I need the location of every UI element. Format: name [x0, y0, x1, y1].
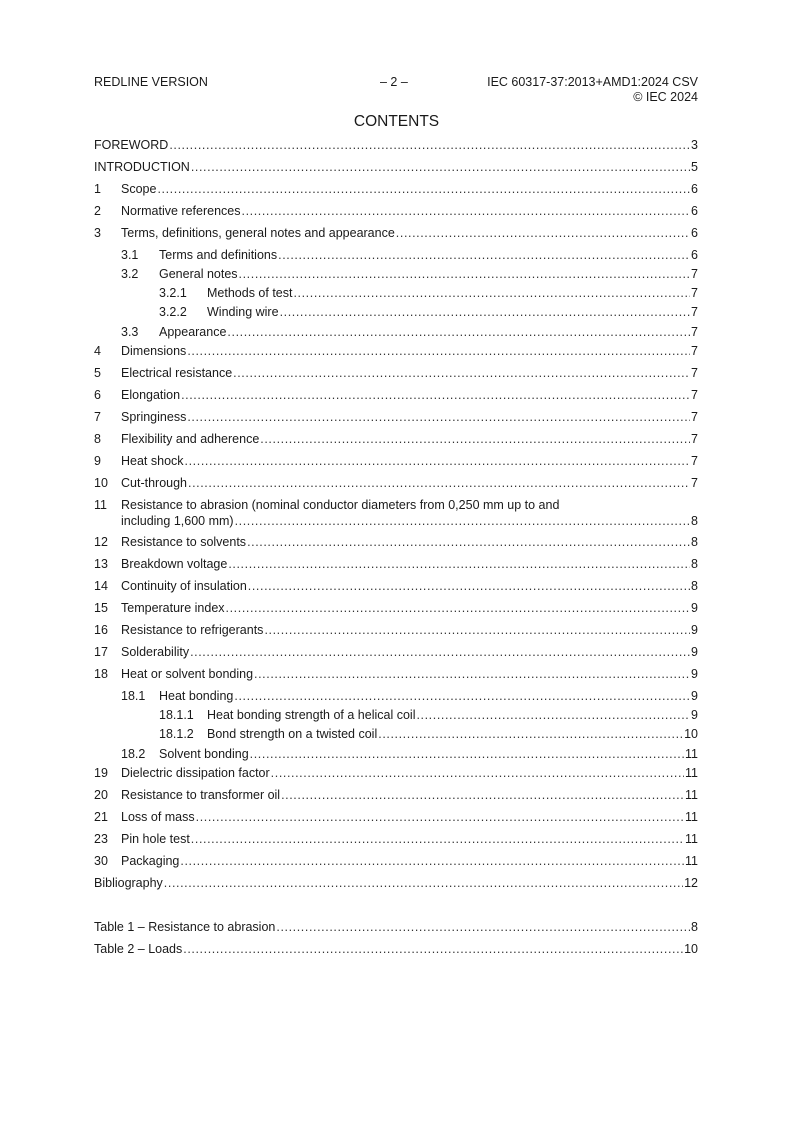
dot-leader	[233, 365, 690, 381]
toc-entry-number: 30	[94, 854, 108, 868]
toc-entry[interactable]	[94, 787, 698, 803]
toc-entry-title: Winding wire	[207, 305, 279, 319]
toc-entry-page: 9	[691, 645, 698, 659]
dot-leader	[239, 266, 691, 282]
toc-entry-number: 3.2.1	[159, 286, 187, 300]
toc-entry-title: Loss of mass	[121, 810, 195, 824]
toc-entry-title: Bibliography	[94, 876, 163, 890]
dot-leader	[187, 343, 690, 359]
toc-entry-number: 8	[94, 432, 101, 446]
toc-entry[interactable]	[94, 556, 698, 572]
toc-entry[interactable]	[94, 875, 698, 891]
toc-entry[interactable]	[94, 247, 698, 263]
toc-entry-page: 7	[691, 305, 698, 319]
dot-leader	[169, 137, 690, 153]
toc-entry-title: Heat bonding	[159, 689, 234, 703]
toc-entry[interactable]	[94, 919, 698, 935]
toc-entry[interactable]	[94, 644, 698, 660]
dot-leader	[188, 475, 690, 491]
toc-entry-number: 1	[94, 182, 101, 196]
toc-entry-page: 7	[691, 476, 698, 490]
dot-leader	[250, 746, 684, 762]
toc-entry-title: Normative references	[121, 204, 241, 218]
dot-leader	[226, 600, 691, 616]
dot-leader	[227, 324, 690, 340]
toc-entry-page: 7	[691, 267, 698, 281]
toc-entry-number: 15	[94, 601, 108, 615]
dot-leader	[190, 644, 690, 660]
toc-entry-page: 3	[691, 138, 698, 152]
toc-entry-number: 6	[94, 388, 101, 402]
toc-entry-number: 11	[94, 498, 107, 512]
toc-entry-page: 11	[685, 832, 698, 846]
toc-entry-page: 8	[691, 514, 698, 528]
toc-entry-number: 19	[94, 766, 108, 780]
toc-entry-title: INTRODUCTION	[94, 160, 190, 174]
dot-leader	[271, 765, 684, 781]
toc-entry-title: Bond strength on a twisted coil	[207, 727, 378, 741]
dot-leader	[247, 534, 690, 550]
dot-leader	[396, 225, 690, 241]
toc-entry[interactable]	[94, 387, 698, 403]
toc-entry-title: Methods of test	[207, 286, 293, 300]
toc-entry[interactable]	[94, 600, 698, 616]
dot-leader	[293, 285, 690, 301]
toc-entry[interactable]	[94, 181, 698, 197]
dot-leader	[278, 247, 690, 263]
toc-entry[interactable]	[94, 666, 698, 682]
toc-entry-page: 6	[691, 226, 698, 240]
toc-entry-page: 11	[685, 810, 698, 824]
toc-entry-number: 16	[94, 623, 108, 637]
toc-entry[interactable]	[94, 324, 698, 340]
toc-entry-title: Resistance to solvents	[121, 535, 247, 549]
dot-leader	[180, 853, 684, 869]
toc-entry-title: Table 1 – Resistance to abrasion	[94, 920, 276, 934]
toc-entry-page: 6	[691, 182, 698, 196]
dot-leader	[187, 409, 690, 425]
toc-entry-title: Terms, definitions, general notes and appearance	[121, 226, 395, 240]
toc-entry-page: 11	[685, 766, 698, 780]
toc-entry-number: 12	[94, 535, 108, 549]
toc-entry-title: Appearance	[159, 325, 227, 339]
toc-entry-page: 11	[685, 854, 698, 868]
toc-entry[interactable]	[94, 853, 698, 869]
dot-leader	[242, 203, 691, 219]
dot-leader	[235, 513, 690, 529]
toc-entry-number: 17	[94, 645, 108, 659]
toc-entry-page: 8	[691, 557, 698, 571]
toc-entry[interactable]	[94, 304, 698, 320]
toc-entry-page: 7	[691, 366, 698, 380]
toc-entry-title: Resistance to abrasion (nominal conductor diameters from 0,250 mm up to and	[121, 498, 560, 512]
toc-entry-number: 14	[94, 579, 108, 593]
toc-entry[interactable]	[94, 746, 698, 762]
toc-entry-page: 9	[691, 667, 698, 681]
toc-entry-number: 2	[94, 204, 101, 218]
toc-entry[interactable]	[94, 765, 698, 781]
page-title: CONTENTS	[353, 113, 440, 130]
toc-entry-number: 18.1.2	[159, 727, 194, 741]
toc-entry-page: 10	[684, 942, 698, 956]
dot-leader	[280, 304, 690, 320]
toc-entry-page: 7	[691, 388, 698, 402]
toc-entry-title: Terms and definitions	[159, 248, 278, 262]
dot-leader	[228, 556, 690, 572]
dot-leader	[183, 941, 683, 957]
toc-entry-title: Dielectric dissipation factor	[121, 766, 270, 780]
toc-entry[interactable]	[94, 831, 698, 847]
toc-entry-title: Heat shock	[121, 454, 184, 468]
toc-entry-title: Resistance to transformer oil	[121, 788, 281, 802]
toc-entry[interactable]	[94, 809, 698, 825]
header-page-number: – 2 –	[380, 75, 408, 89]
toc-entry-page: 11	[685, 747, 698, 761]
toc-entry-title: Temperature index	[121, 601, 225, 615]
toc-entry-page: 7	[691, 286, 698, 300]
toc-entry-number: 18.2	[121, 747, 146, 761]
toc-entry[interactable]	[94, 431, 698, 447]
toc-entry-page: 7	[691, 410, 698, 424]
toc-entry-number: 5	[94, 366, 101, 380]
toc-entry[interactable]	[94, 365, 698, 381]
toc-entry-title: Flexibility and adherence	[121, 432, 260, 446]
toc-entry-title: Resistance to refrigerants	[121, 623, 264, 637]
dot-leader	[260, 431, 690, 447]
toc-entry-page: 7	[691, 432, 698, 446]
toc-entry-number: 3.2	[121, 267, 139, 281]
toc-entry-page: 6	[691, 248, 698, 262]
toc-entry-number: 9	[94, 454, 101, 468]
toc-entry[interactable]	[94, 137, 698, 153]
toc-entry-page: 9	[691, 708, 698, 722]
toc-entry[interactable]	[94, 578, 698, 594]
toc-entry-page: 11	[685, 788, 698, 802]
toc-entry[interactable]	[94, 285, 698, 301]
toc-entry-number: 4	[94, 344, 101, 358]
toc-entry-page: 12	[684, 876, 698, 890]
header-standard-id	[487, 75, 698, 105]
toc-entry[interactable]	[94, 203, 698, 219]
toc-entry[interactable]	[94, 534, 698, 550]
toc-entry-page: 10	[684, 727, 698, 741]
toc-entry-page: 8	[691, 920, 698, 934]
toc-entry-title: General notes	[159, 267, 238, 281]
toc-entry-title-continuation: including 1,600 mm)	[121, 514, 234, 528]
dot-leader	[281, 787, 684, 803]
dot-leader	[191, 831, 684, 847]
toc-entry[interactable]	[94, 475, 698, 491]
toc-entry[interactable]	[94, 409, 698, 425]
dot-leader	[416, 707, 690, 723]
toc-entry-page: 7	[691, 344, 698, 358]
toc-entry-title: Dimensions	[121, 344, 187, 358]
toc-entry-title: Cut-through	[121, 476, 188, 490]
toc-entry-page: 5	[691, 160, 698, 174]
toc-entry-title: Heat or solvent bonding	[121, 667, 254, 681]
toc-entry-title: FOREWORD	[94, 138, 169, 152]
toc-entry-title: Electrical resistance	[121, 366, 233, 380]
toc-entry-title: Springiness	[121, 410, 187, 424]
toc-entry-number: 23	[94, 832, 108, 846]
toc-entry-title: Solderability	[121, 645, 190, 659]
dot-leader	[248, 578, 690, 594]
dot-leader	[181, 387, 690, 403]
toc-entry-page: 7	[691, 454, 698, 468]
toc-entry[interactable]	[94, 266, 698, 282]
toc-entry-title: Breakdown voltage	[121, 557, 228, 571]
dot-leader	[234, 688, 690, 704]
toc-entry-title: Scope	[121, 182, 157, 196]
toc-entry-number: 21	[94, 810, 108, 824]
toc-entry-page: 8	[691, 535, 698, 549]
toc-entry[interactable]	[94, 343, 698, 359]
toc-entry-number: 18.1.1	[159, 708, 194, 722]
dot-leader	[378, 726, 683, 742]
toc-entry-title: Elongation	[121, 388, 181, 402]
toc-entry-number: 13	[94, 557, 108, 571]
header-copyright: © IEC 2024	[633, 90, 698, 104]
toc-entry-page: 6	[691, 204, 698, 218]
toc-entry-number: 18	[94, 667, 108, 681]
toc-entry[interactable]	[94, 453, 698, 469]
toc-entry-title: Solvent bonding	[159, 747, 249, 761]
toc-entry-title: Packaging	[121, 854, 180, 868]
toc-entry[interactable]	[94, 622, 698, 638]
toc-entry-title: Heat bonding strength of a helical coil	[207, 708, 416, 722]
toc-entry-page: 9	[691, 623, 698, 637]
toc-entry[interactable]	[94, 159, 698, 175]
toc-entry-number: 18.1	[121, 689, 146, 703]
toc-entry[interactable]	[94, 941, 698, 957]
toc-entry-title: Continuity of insulation	[121, 579, 247, 593]
toc-entry-number: 7	[94, 410, 101, 424]
toc-entry-page: 9	[691, 601, 698, 615]
toc-entry-number: 3.2.2	[159, 305, 187, 319]
dot-leader	[264, 622, 690, 638]
toc-entry-page: 8	[691, 579, 698, 593]
dot-leader	[254, 666, 690, 682]
toc-entry-number: 3.1	[121, 248, 139, 262]
toc-entry-number: 3.3	[121, 325, 139, 339]
dot-leader	[185, 453, 691, 469]
toc-entry[interactable]	[94, 726, 698, 742]
header-document-status: REDLINE VERSION	[94, 75, 208, 89]
toc-entry-page: 7	[691, 325, 698, 339]
toc-entry[interactable]	[94, 497, 698, 529]
toc-entry-title: Pin hole test	[121, 832, 190, 846]
dot-leader	[196, 809, 684, 825]
header-standard-number: IEC 60317-37:2013+AMD1:2024 CSV	[487, 75, 698, 89]
dot-leader	[157, 181, 690, 197]
toc-entry-title-continuation-row	[121, 513, 698, 529]
toc-entry[interactable]	[94, 225, 698, 241]
toc-entry-title: Table 2 – Loads	[94, 942, 183, 956]
toc-entry[interactable]	[94, 688, 698, 704]
dot-leader	[164, 875, 683, 891]
dot-leader	[276, 919, 690, 935]
toc-entry-number: 10	[94, 476, 108, 490]
toc-entry-page: 9	[691, 689, 698, 703]
toc-entry-number: 3	[94, 226, 101, 240]
toc-entry-number: 20	[94, 788, 108, 802]
toc-entry[interactable]	[94, 707, 698, 723]
dot-leader	[191, 159, 690, 175]
